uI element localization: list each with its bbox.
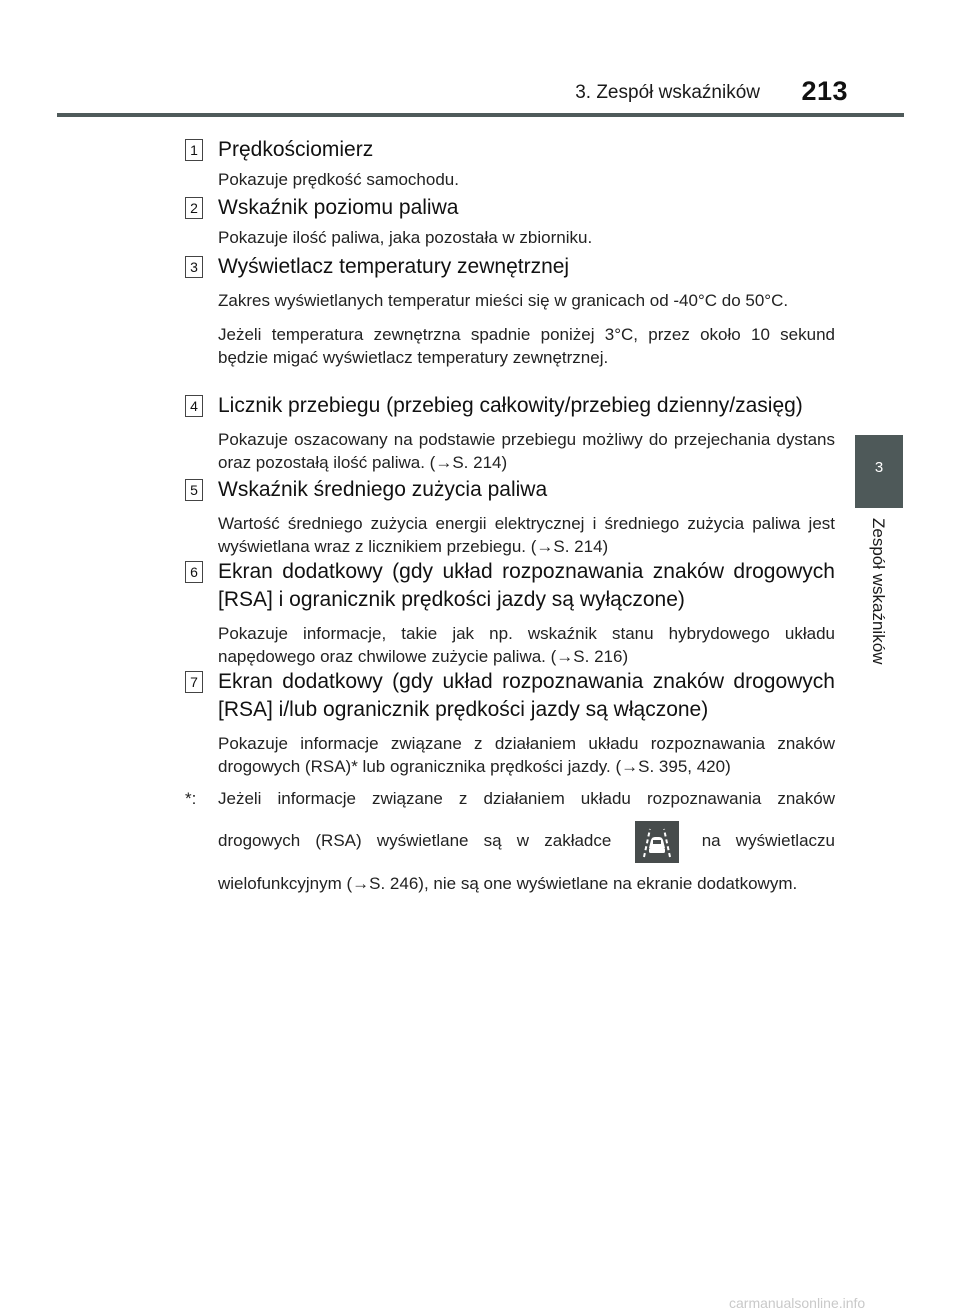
- list-item: [185, 136, 835, 202]
- list-item: [185, 668, 835, 789]
- list-item: [185, 253, 835, 380]
- page-number: 213: [801, 76, 848, 106]
- section-title: 3. Zespół wskaźników: [575, 82, 760, 103]
- item-description: [218, 732, 835, 778]
- list-item: [185, 392, 835, 485]
- chapter-tab-number: 3: [874, 459, 884, 476]
- item-description-text: Pokazuje informacje związane z działaniem układu rozpoznawania znaków drogowych (RSA)* lub ogranicznika prędkości jazdy. (→S. 395, 420): [218, 734, 835, 776]
- item-title: Licznik przebiegu (przebieg całkowity/przebieg dzienny/zasięg): [218, 394, 803, 417]
- footnote-text: [218, 778, 835, 905]
- item-description-text: Jeżeli temperatura zewnętrzna spadnie poniżej 3°C, przez około 10 sekund będzie migać wyświetlacz temperatury zewnętrznej.: [218, 325, 835, 367]
- footnote-mark: *:: [185, 789, 197, 808]
- list-item: [185, 476, 835, 569]
- item-title: Wskaźnik poziomu paliwa: [218, 196, 459, 219]
- item-number: 6: [185, 561, 203, 583]
- item-number: 7: [185, 671, 203, 693]
- item-description: [218, 289, 835, 369]
- footnote-text-after: na wyświetlaczu wielofunkcyjnym (→S. 246), nie są one wyświetlane na ekranie dodatkowym.: [218, 831, 835, 893]
- item-description-text: Wartość średniego zużycia energii elektrycznej i średniego zużycia paliwa jest wyświetlana wraz z licznikiem przebiegu. (→S. 214): [218, 514, 835, 556]
- lane-car-icon: [635, 821, 679, 863]
- item-number: 5: [185, 479, 203, 501]
- chapter-tab: [855, 435, 903, 508]
- item-title: Prędkościomierz: [218, 138, 374, 161]
- item-title: Wskaźnik średniego zużycia paliwa: [218, 478, 548, 501]
- item-title: Wyświetlacz temperatury zewnętrznej: [218, 255, 570, 278]
- item-description-text: Pokazuje oszacowany na podstawie przebiegu możliwy do przejechania dystans oraz pozostałą ilość paliwa. (→S. 214): [218, 430, 835, 472]
- item-number: 2: [185, 197, 203, 219]
- header-rule: [57, 113, 904, 117]
- watermark: carmanualsonline.info: [729, 1295, 866, 1311]
- item-number: 4: [185, 395, 203, 417]
- item-description: [218, 168, 835, 191]
- list-item: [185, 194, 835, 260]
- item-description: [218, 622, 835, 668]
- item-number: 3: [185, 256, 203, 278]
- item-title: Ekran dodatkowy (gdy układ rozpoznawania znaków drogowych [RSA] i/lub ogranicznik prędkości jazdy są włączone): [218, 670, 835, 721]
- item-description: [218, 512, 835, 558]
- item-description: [218, 428, 835, 474]
- item-description-text: Pokazuje informacje, takie jak np. wskaźnik stanu hybrydowego układu napędowego oraz chwilowe zużycie paliwa. (→S. 216): [218, 624, 835, 666]
- chapter-tab-label: Zespół wskaźników: [869, 518, 888, 665]
- item-description-text: Zakres wyświetlanych temperatur mieści się w granicach od -40°C do 50°C.: [218, 291, 789, 310]
- item-description-text: Pokazuje prędkość samochodu.: [218, 170, 459, 189]
- list-item: [185, 558, 835, 679]
- item-description-text: Pokazuje ilość paliwa, jaka pozostała w zbiorniku.: [218, 228, 593, 247]
- footnote-text-before: Jeżeli informacje związane z działaniem układu rozpoznawania znaków drogowych (RSA) wyświetlane są w zakładce: [218, 789, 835, 850]
- footnote: [185, 778, 835, 905]
- item-description: [218, 226, 835, 249]
- item-title: Ekran dodatkowy (gdy układ rozpoznawania znaków drogowych [RSA] i ogranicznik prędkości jazdy są wyłączone): [218, 560, 835, 611]
- item-number: 1: [185, 139, 203, 161]
